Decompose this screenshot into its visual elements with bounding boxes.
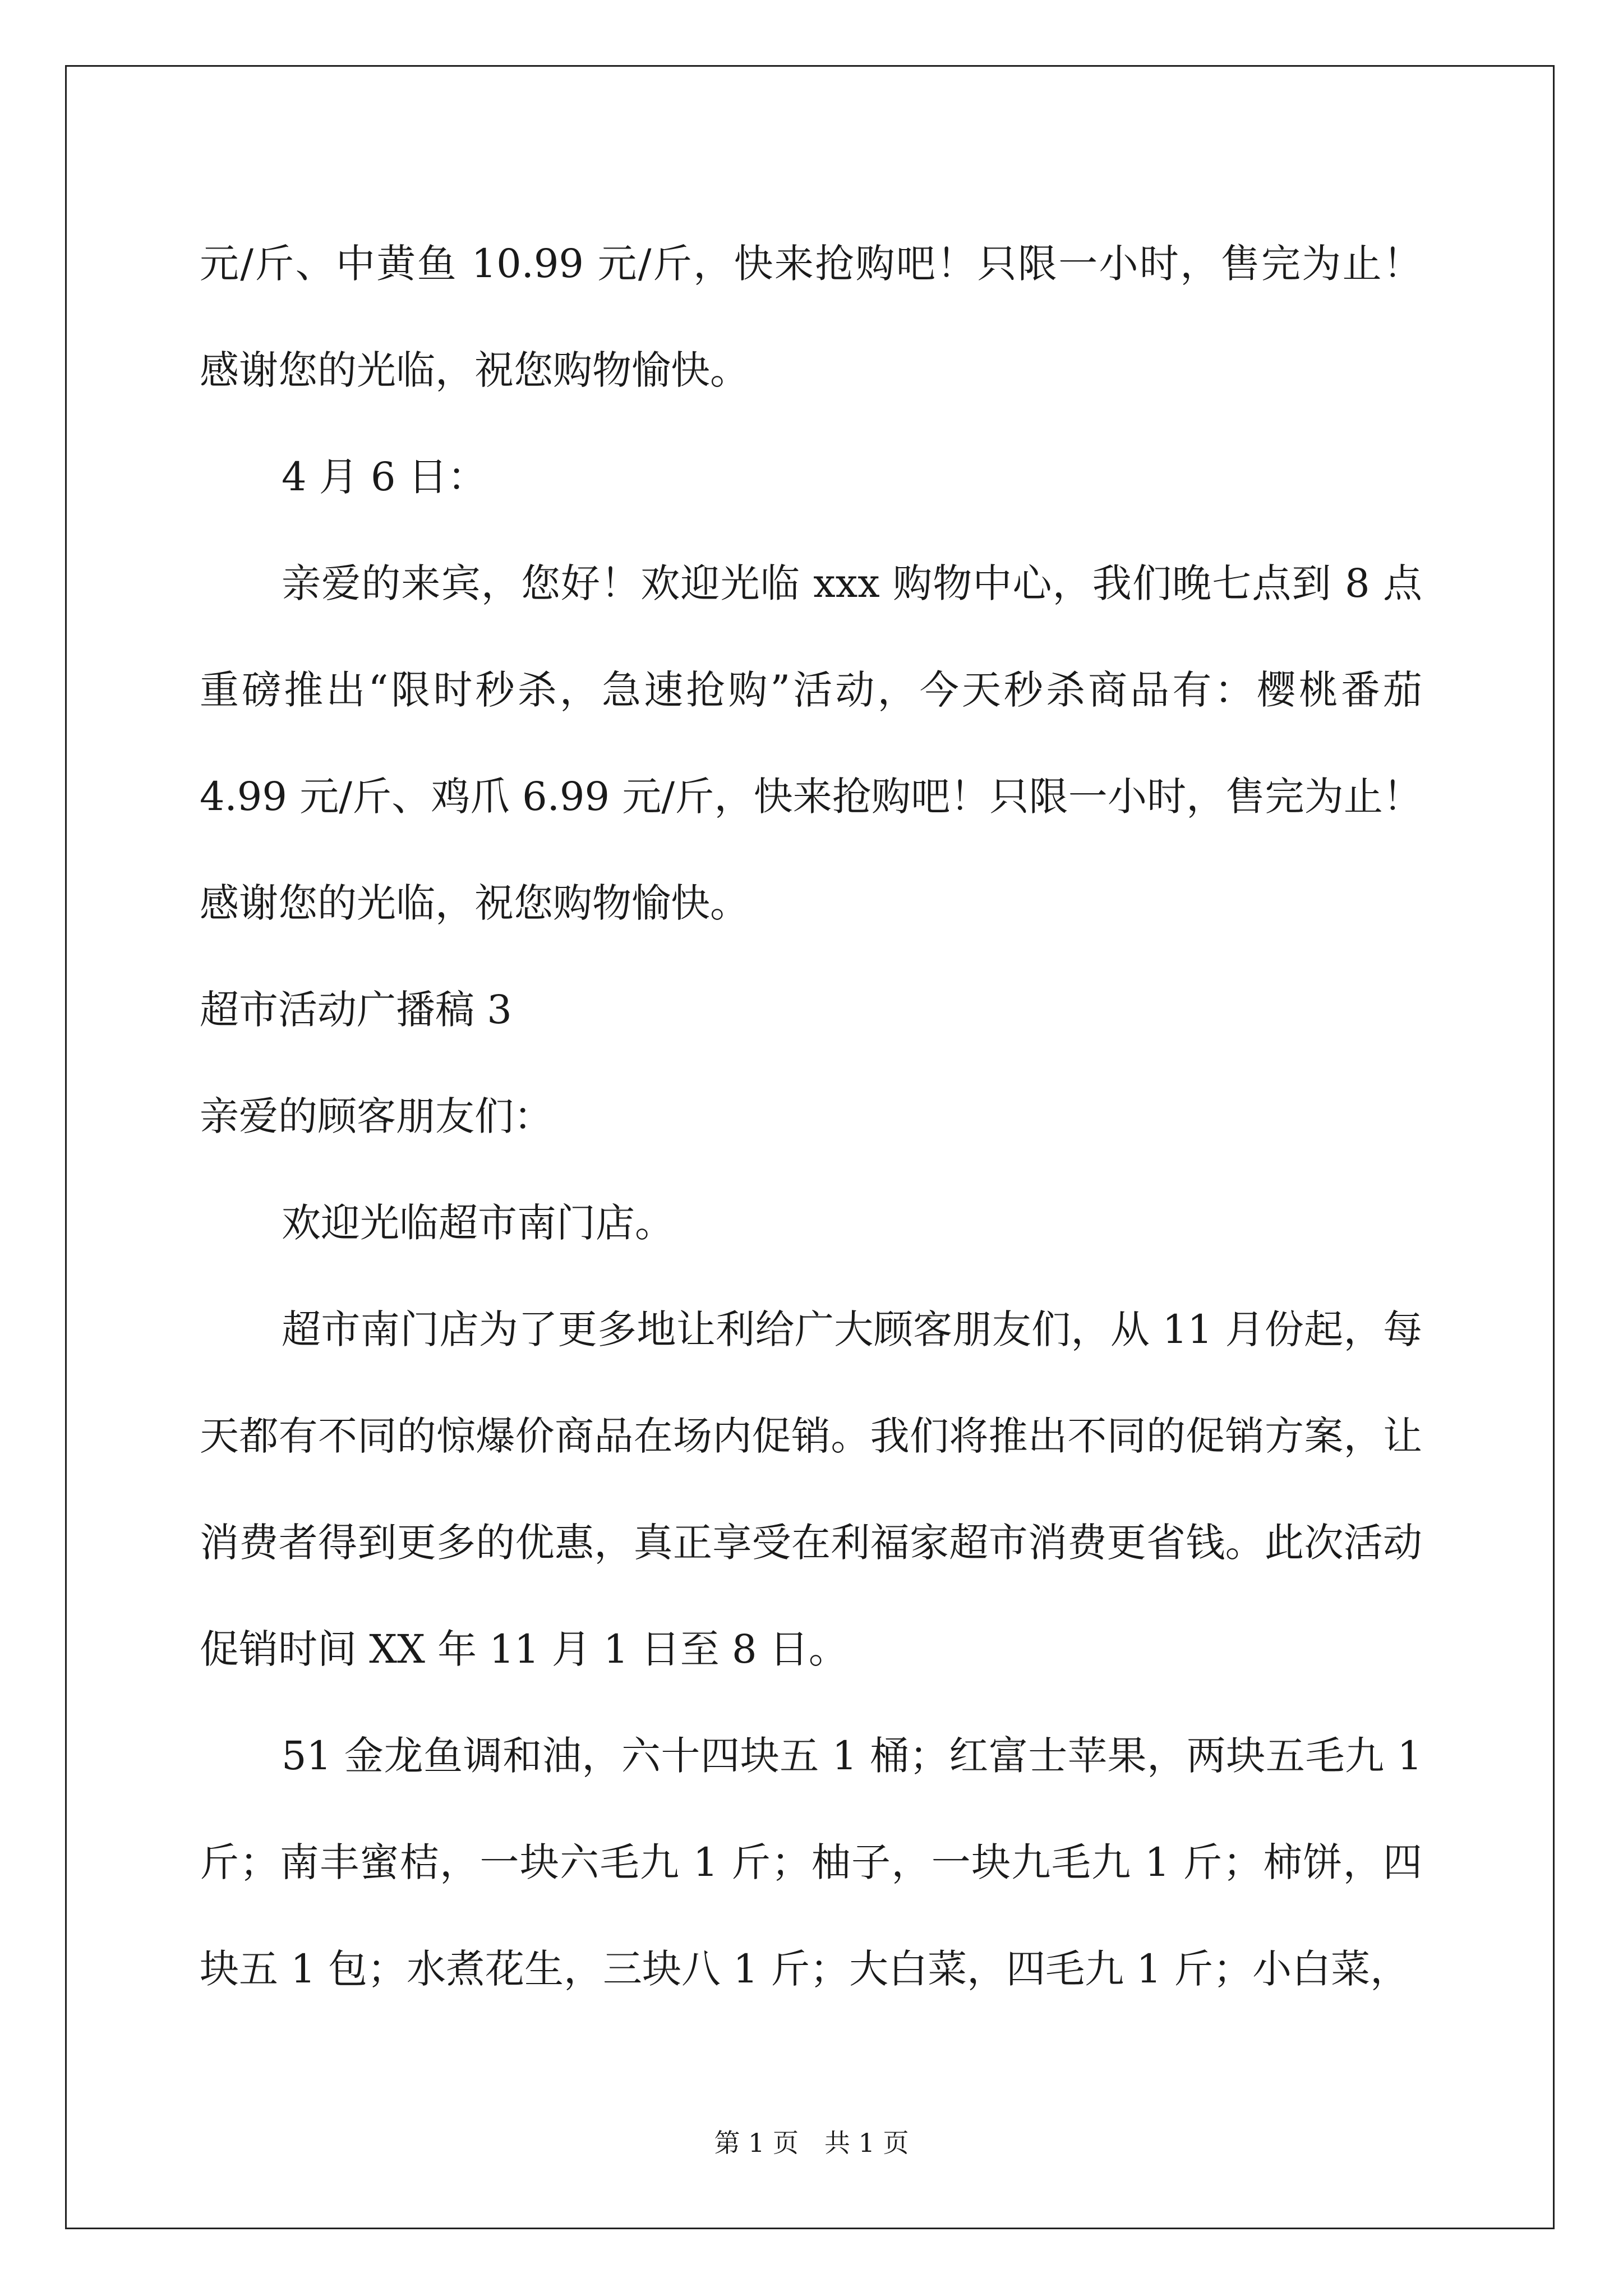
paragraph-welcome: 欢迎光临超市南门店。 bbox=[282, 1200, 674, 1246]
salutation: 亲爱的顾客朋友们： bbox=[200, 1093, 553, 1139]
paragraph-promotion: 超市南门店为了更多地让利给广大顾客朋友们，从 11 月份起，每天都有不同的惊爆价商品在场内促销。我们将推出不同的促销方案，让消费者得到更多的优惠，真正享受在利福家超市消费更省钱。此次活动促销时间 XX 年 11 月 1 日至 8 日。 bbox=[200, 1306, 1422, 1672]
section-title: 超市活动广播稿 3 bbox=[200, 987, 512, 1033]
page-footer: 第 1 页 共 1 页 bbox=[714, 2128, 909, 2158]
date-heading: 4 月 6 日： bbox=[282, 454, 487, 500]
paragraph-product-list: 51 金龙鱼调和油，六十四块五 1 桶；红富士苹果，两块五毛九 1 斤；南丰蜜桔，一块六毛九 1 斤；柚子，一块九毛九 1 斤；柿饼，四块五 1 包；水煮花生，三块八 1 斤；大白菜，四毛九 1 斤；小白菜， bbox=[200, 1733, 1422, 1992]
paragraph-flash-sale: 亲爱的来宾，您好！欢迎光临 xxx 购物中心，我们晚七点到 8 点重磅推出“限时秒杀，急速抢购”活动，今天秒杀商品有：樱桃番茄 4.99 元/斤、鸡爪 6.99 元/斤，快来抢购吧！只限一小时，售完为止！感谢您的光临，祝您购物愉快。 bbox=[200, 560, 1422, 926]
paragraph-continuation: 元/斤、中黄鱼 10.99 元/斤，快来抢购吧！只限一小时，售完为止！感谢您的光临，祝您购物愉快。 bbox=[200, 241, 1422, 393]
document-body bbox=[200, 210, 1422, 2022]
